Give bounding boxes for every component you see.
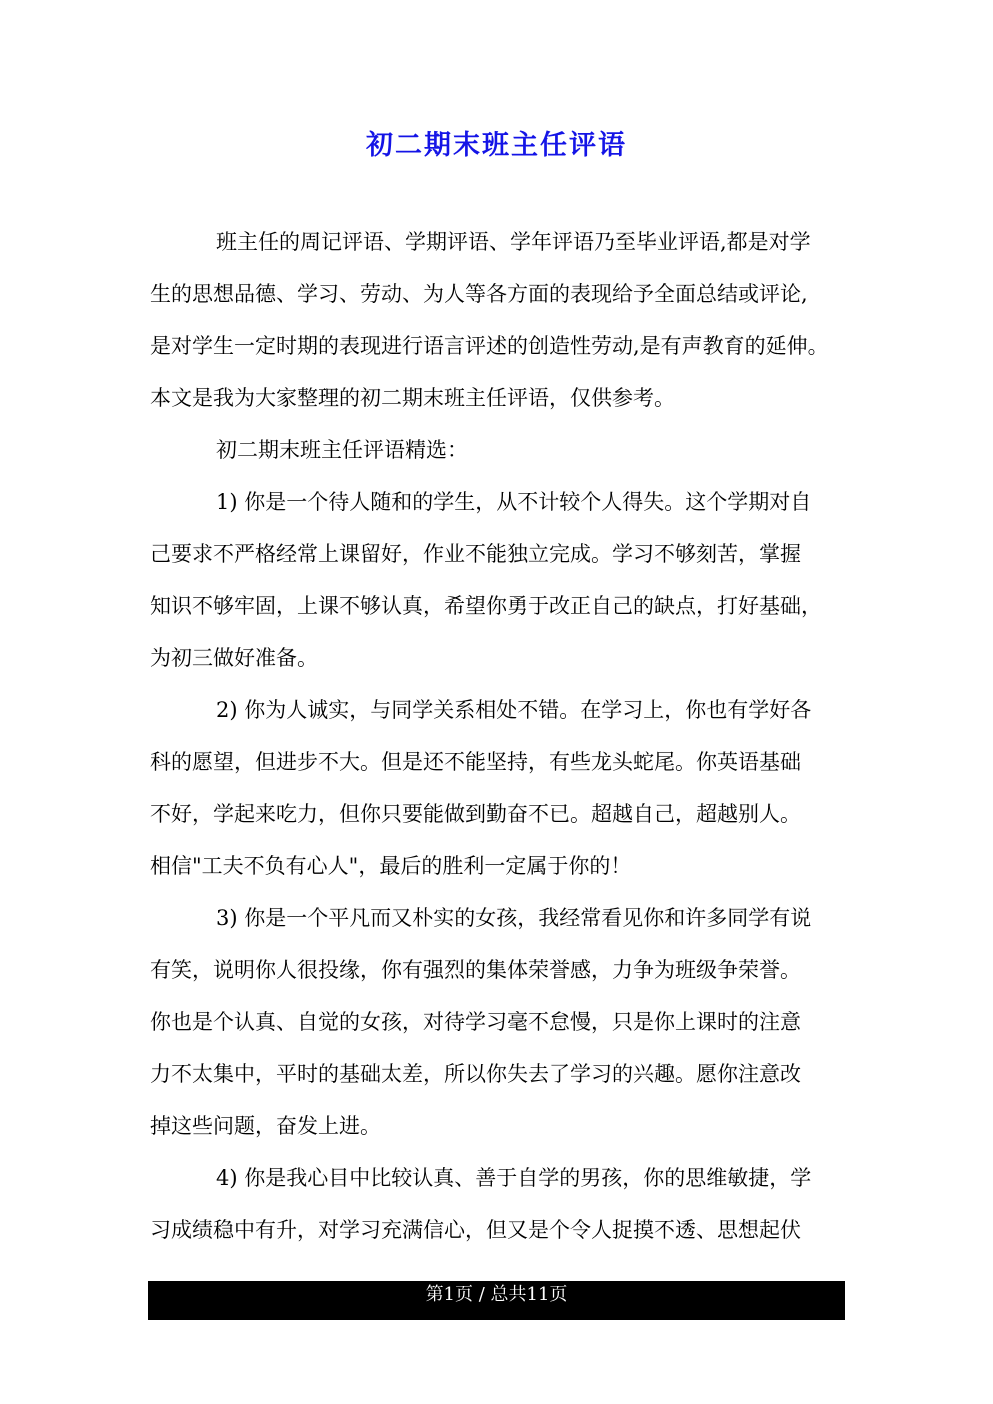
text-line: 3) 你是一个平凡而又朴实的女孩，我经常看见你和许多同学有说 bbox=[216, 906, 812, 930]
text-line: 是对学生一定时期的表现进行语言评述的创造性劳动,是有声教育的延伸。 bbox=[150, 334, 829, 358]
text-line: 初二期末班主任评语精选： bbox=[216, 438, 468, 462]
comment-paragraph-1 bbox=[150, 476, 850, 684]
text-line: 习成绩稳中有升，对学习充满信心，但又是个令人捉摸不透、思想起伏 bbox=[150, 1218, 801, 1242]
text-line: 力不太集中，平时的基础太差，所以你失去了学习的兴趣。愿你注意改 bbox=[150, 1062, 801, 1086]
text-line: 掉这些问题，奋发上进。 bbox=[150, 1114, 381, 1138]
text-line: 有笑，说明你人很投缘，你有强烈的集体荣誉感，力争为班级争荣誉。 bbox=[150, 958, 801, 982]
text-line: 知识不够牢固，上课不够认真，希望你勇于改正自己的缺点，打好基础， bbox=[150, 594, 822, 618]
text-line: 4) 你是我心目中比较认真、善于自学的男孩，你的思维敏捷，学 bbox=[216, 1166, 812, 1190]
document-title: 初二期末班主任评语 bbox=[366, 130, 627, 161]
comment-paragraph-3 bbox=[150, 892, 850, 1152]
comment-paragraph-4 bbox=[150, 1152, 850, 1256]
text-line: 2) 你为人诚实，与同学关系相处不错。在学习上，你也有学好各 bbox=[216, 698, 812, 722]
section-heading bbox=[150, 424, 850, 476]
text-line: 班主任的周记评语、学期评语、学年评语乃至毕业评语,都是对学 bbox=[216, 230, 811, 254]
page-indicator: 第1页 / 总共11页 bbox=[425, 1284, 568, 1305]
text-line: 生的思想品德、学习、劳动、为人等各方面的表现给予全面总结或评论, bbox=[150, 282, 808, 306]
text-line: 己要求不严格经常上课留好，作业不能独立完成。学习不够刻苦，掌握 bbox=[150, 542, 801, 566]
text-line: 你也是个认真、自觉的女孩，对待学习毫不怠慢，只是你上课时的注意 bbox=[150, 1010, 801, 1034]
text-line: 科的愿望，但进步不大。但是还不能坚持，有些龙头蛇尾。你英语基础 bbox=[150, 750, 801, 774]
text-line: 相信"工夫不负有心人"，最后的胜利一定属于你的！ bbox=[150, 854, 632, 878]
text-line: 为初三做好准备。 bbox=[150, 646, 318, 670]
page-footer bbox=[148, 1281, 845, 1320]
intro-paragraph bbox=[150, 216, 850, 424]
text-line: 本文是我为大家整理的初二期末班主任评语，仅供参考。 bbox=[150, 386, 675, 410]
document-body bbox=[150, 216, 850, 1256]
text-line: 不好，学起来吃力，但你只要能做到勤奋不已。超越自己，超越别人。 bbox=[150, 802, 801, 826]
text-line: 1) 你是一个待人随和的学生，从不计较个人得失。这个学期对自 bbox=[216, 490, 812, 514]
comment-paragraph-2 bbox=[150, 684, 850, 892]
